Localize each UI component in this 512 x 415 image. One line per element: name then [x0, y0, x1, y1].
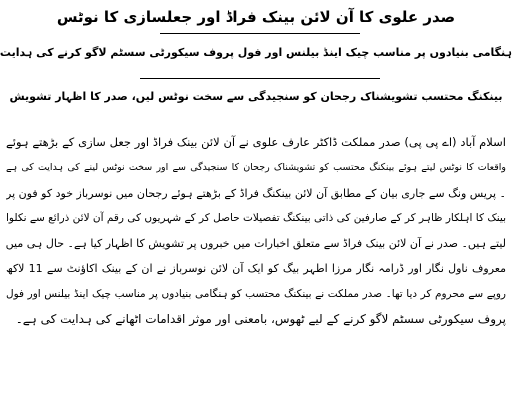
headline-sub-2: بینکنگ محتسب تشویشناک رجحان کو سنجیدگی سے سخت نوٹس لیں، صدر کا اظہار تشویش	[9, 90, 503, 103]
article-line: ۔ پریس ونگ سے جاری بیان کے مطابق آن لائن بینکنگ فراڈ کے بڑھتے ہوئے رجحان میں نوسرباز خود کو فون پر	[6, 186, 506, 200]
divider-rule	[140, 78, 380, 79]
article-body	[6, 130, 506, 332]
article-line: معروف ناول نگار اور ڈرامہ نگار مرزا اطہر بیگ کو ایک آن لائن نوسرباز نے ان کے بینک اکاؤنٹ سے 11 لاکھ	[6, 262, 506, 276]
headline-main: صدر علوی کا آن لائن بینک فراڈ اور جعلسازی کا نوٹس	[56, 8, 456, 26]
article-line: پروف سیکورٹی سسٹم لاگو کرنے کے لیے ٹھوس، بامعنی اور موثر اقدامات اٹھانے کی ہدایت کی ہے۔	[15, 312, 506, 327]
article-line: لیتے ہیں۔ صدر نے آن لائن بینک فراڈ سے متعلق اخبارات میں خبروں پر تشویش کا اظہار کیا ہے۔ حال ہی میں	[6, 237, 506, 251]
article-line: اسلام آباد (اے پی پی) صدر مملکت ڈاکٹر عارف علوی نے آن لائن بینک فراڈ اور جعل سازی کے بڑھتے ہوئے	[6, 135, 506, 149]
article-line: بینک کا اہلکار ظاہر کر کے صارفین کی ذاتی بینکنگ تفصیلات حاصل کر کے شہریوں کی رقم آن لائن ذرائع سے نکلوا	[6, 211, 506, 224]
article-line: روپے سے محروم کر دیا تھا۔ صدر مملکت نے بینکنگ محتسب کو ہنگامی بنیادوں پر مناسب چیک اینڈ بیلنس اور فول	[6, 287, 506, 300]
article-line: واقعات کا نوٹس لیتے ہوئے بینکنگ محتسب کو تشویشناک رجحان کا سنجیدگی سے اور سخت نوٹس لینے کی ہدایت کی ہے	[6, 162, 506, 174]
divider-rule	[160, 33, 360, 34]
headline-sub-1: ہنگامی بنیادوں پر مناسب چیک اینڈ بیلنس اور فول پروف سیکورٹی سسٹم لاگو کرنے کی ہدایت	[0, 46, 512, 59]
